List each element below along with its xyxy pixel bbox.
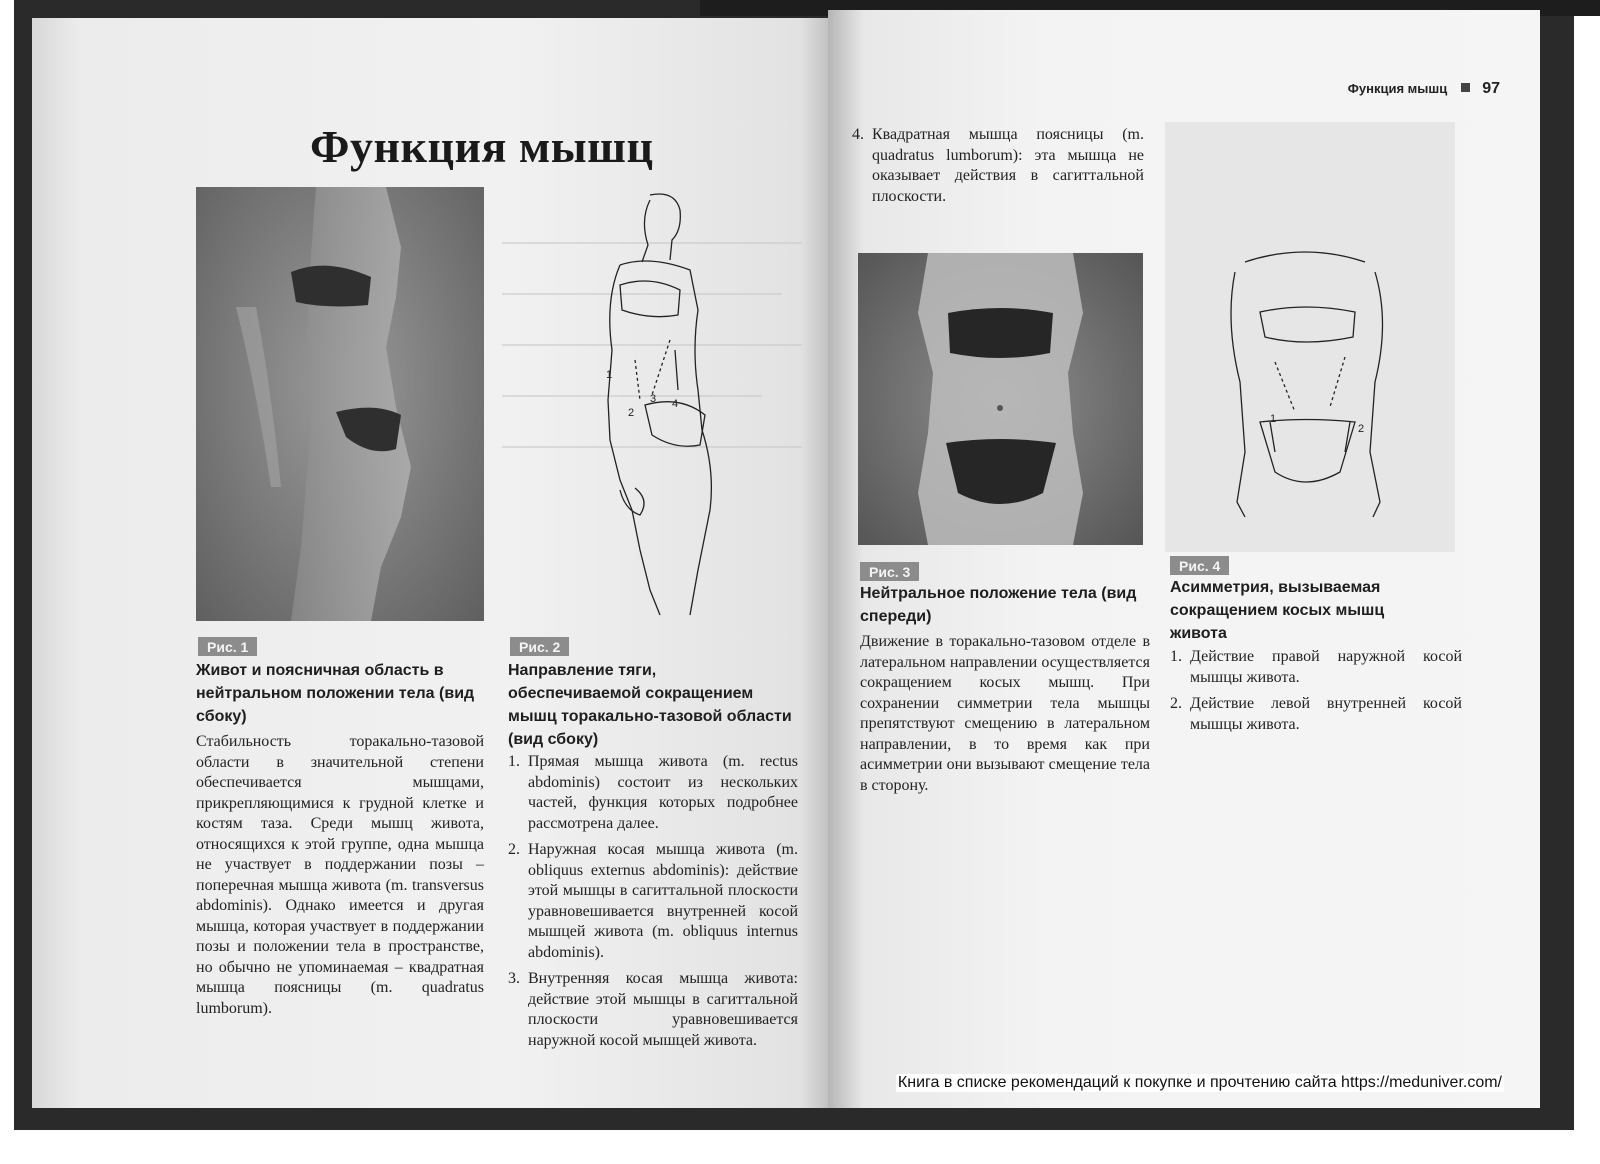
figure-3-tag: Рис. 3 bbox=[860, 562, 919, 581]
figure-4-drawing bbox=[1165, 122, 1455, 552]
fig2-label-4: 4 bbox=[672, 398, 679, 410]
figure-3-body-text: Движение в торакально-тазовом отделе в латеральном направлении осуществляется сокращением косых мышц. При сохранении симметрии тела мышцы препятствуют смещению в латеральном направлении, в то время как при асимметрии они вызывают смещение тела в сторону. bbox=[860, 633, 1150, 794]
page-number: 97 bbox=[1482, 80, 1500, 97]
list-item: 1. Прямая мышца живота (m. rectus abdominis) состоит из нескольких частей, функция которых подробнее рассмотрена далее. bbox=[508, 753, 798, 832]
page-title: Функция мышц bbox=[310, 121, 654, 172]
list-item: 2. Действие левой внутренней косой мышцы живота. bbox=[1170, 695, 1462, 733]
figure-1-body-text: Стабильность торакально-тазовой области в значительной степени обеспечивается мышцами, прикрепляющимися к грудной клетке и костям таза. Среди мышц живота, относящихся к этой группе, одна мышца не участвует в поддержании позы – поперечная мышца живота (m. transversus abdominis). Однако имеется и другая мышца, которая участвует в поддержании позы и положении тела в пространстве, но обычно не упоминаемая – квадратная мышца поясницы (m. quadratus lumborum). bbox=[196, 733, 484, 1017]
figure-3-silhouette bbox=[858, 253, 1143, 545]
figure-4-list bbox=[1170, 647, 1462, 741]
figure-1-silhouette bbox=[196, 187, 484, 621]
fig2-label-2: 2 bbox=[628, 407, 635, 419]
figure-1-tag: Рис. 1 bbox=[198, 637, 257, 656]
figure-3-photo bbox=[858, 253, 1143, 545]
list-item: 1. Действие правой наружной косой мышцы живота. bbox=[1170, 648, 1462, 686]
list-item: 4. Квадратная мышца поясницы (m. quadratus lumborum): эта мышца не оказывает действия в сагиттальной плоскости. bbox=[852, 126, 1144, 205]
fig2-label-1: 1 bbox=[606, 369, 613, 381]
figure-1-caption: Живот и поясничная область в нейтральном положении тела (вид сбоку) bbox=[196, 662, 475, 725]
figure-2-drawing bbox=[580, 190, 740, 620]
list-item: 3. Внутренняя косая мышца живота: действие этой мышцы в сагиттальной плоскости уравновешивается наружной косой мышцей живота. bbox=[508, 970, 798, 1049]
figure-4-outline bbox=[1165, 122, 1455, 552]
figure-2-list bbox=[508, 752, 798, 1057]
running-head bbox=[1348, 80, 1500, 98]
figure-2-caption: Направление тяги, обеспечиваемой сокращением мышц торакально-тазовой области (вид сбоку) bbox=[508, 662, 792, 748]
figure-1-photo bbox=[196, 187, 484, 621]
figure-4-caption: Асимметрия, вызываемая сокращением косых мышц живота bbox=[1170, 579, 1385, 642]
figure-2-outline bbox=[580, 190, 740, 620]
figure-4-tag: Рис. 4 bbox=[1170, 556, 1229, 575]
fig4-label-2: 2 bbox=[1358, 423, 1365, 435]
square-bullet-icon bbox=[1461, 83, 1470, 92]
running-head-title: Функция мышц bbox=[1347, 81, 1448, 96]
footer-notice: Книга в списке рекомендаций к покупке и прочтению сайта https://meduniver.com/ bbox=[897, 1074, 1502, 1091]
figure-2-tag: Рис. 2 bbox=[510, 637, 569, 656]
fig4-label-1: 1 bbox=[1270, 413, 1277, 425]
fig2-label-3: 3 bbox=[650, 393, 657, 405]
list-item: 2. Наружная косая мышца живота (m. obliquus externus abdominis): действие этой мышцы в сагиттальной плоскости уравновешивается внутренней косой мышцей живота (m. obliquus internus abdominis). bbox=[508, 841, 798, 961]
figure-3-caption: Нейтральное положение тела (вид спереди) bbox=[860, 585, 1137, 625]
item-4-list bbox=[852, 125, 1144, 213]
